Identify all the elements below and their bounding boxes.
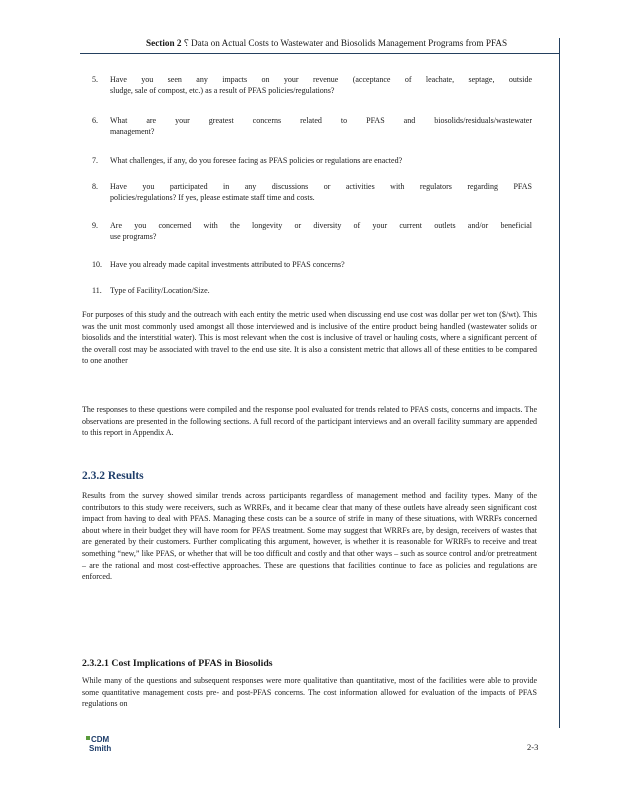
question-number: 7. [92,156,98,165]
header-title: Data on Actual Costs to Wastewater and Biosolids Management Programs from PFAS [191,38,508,48]
subsection-heading: 2.3.2.1 Cost Implications of PFAS in Biosolids [82,658,273,669]
question-item [92,285,532,296]
question-number: 11. [92,286,102,295]
question-line: Have you seen any impacts on your revenue (acceptance of leachate, septage, outside [110,75,532,84]
logo-text-line2: Smith [89,744,112,753]
page-header [146,38,507,49]
question-line: policies/regulations? If yes, please estimate staff time and costs. [110,193,315,202]
question-item [92,74,532,96]
section-heading: 2.3.2 Results [82,470,144,482]
cdm-smith-logo [86,734,120,754]
question-number: 10. [92,260,102,269]
header-section: Section 2 [146,38,182,48]
question-line: Are you concerned with the longevity or diversity of your current outlets and/or beneficial [110,221,532,230]
body-paragraph: While many of the questions and subsequent responses were more qualitative than quantitative, most of the facilities were able to provide some quantitative management costs pre- and post-PFAS concerns. The cost information allowed for evaluation of the impacts of PFAS regulations on [82,676,537,709]
header-rule [80,53,559,54]
question-number: 5. [92,75,98,84]
question-item [92,220,532,242]
question-line: Have you already made capital investments attributed to PFAS concerns? [110,260,345,269]
question-item [92,259,532,270]
body-paragraph: The responses to these questions were compiled and the response pool evaluated for trends related to PFAS costs, concerns and impacts. The observations are presented in the following sections. A full record of the participant interviews and an overall facility summary are appended to this report in Appendix A. [82,405,537,438]
question-line: sludge, sale of compost, etc.) as a result of PFAS policies/regulations? [110,86,335,95]
question-item [92,181,532,203]
page-number: 2-3 [527,742,539,752]
question-line: What are your greatest concerns related to PFAS and biosolids/residuals/wastewater [110,116,532,125]
header-separator: ⸮ [183,38,189,48]
margin-rule [559,38,560,728]
question-item [92,155,532,166]
question-item [92,115,532,137]
question-line: Have you participated in any discussions or activities with regulators regarding PFAS [110,182,532,191]
question-number: 6. [92,116,98,125]
body-paragraph: For purposes of this study and the outreach with each entity the metric used when discussing end use cost was dollar per wet ton ($/wt). This was the unit most commonly used amongst all those interviewed and is inclusive of the entire product being handled (wastewater solids or biosolids and the interstitial water). This is most relevant when the cost is inclusive of travel or hauling costs, where a significant percent of the overall cost may be associated with travel to the end use site. It is also a consistent metric that allows all of these entities to be compared to one another [82,310,537,366]
logo-text-line1: CDM [91,735,110,744]
body-paragraph: Results from the survey showed similar trends across participants regardless of management method and facility types. Many of the contributors to this study were receivers, such as WRRFs, and it became clear that many of these outlets have already seen significant cost impact from having to deal with PFAS. Managing these costs can be a source of strife in many of these situations, with WRRFs concerned about where in their budget they will have room for PFAS treatment. Some may suggest that WRRFs are, by design, receivers of wastes that are generated by their customers. Further complicating this argument, however, is whether it is reasonable for WRRFs to receive and treat something “new,” like PFAS, or whether that will be too difficult and costly and that other ways – such as source control and/or pretreatment – are the rational and most cost-effective approaches. These are questions that facilities continue to face as policies and regulations are enforced. [82,491,537,582]
question-line: use programs? [110,232,157,241]
question-number: 8. [92,182,98,191]
question-line: management? [110,127,155,136]
question-line: What challenges, if any, do you foresee facing as PFAS policies or regulations are enacted? [110,156,403,165]
question-line: Type of Facility/Location/Size. [110,286,210,295]
question-number: 9. [92,221,98,230]
